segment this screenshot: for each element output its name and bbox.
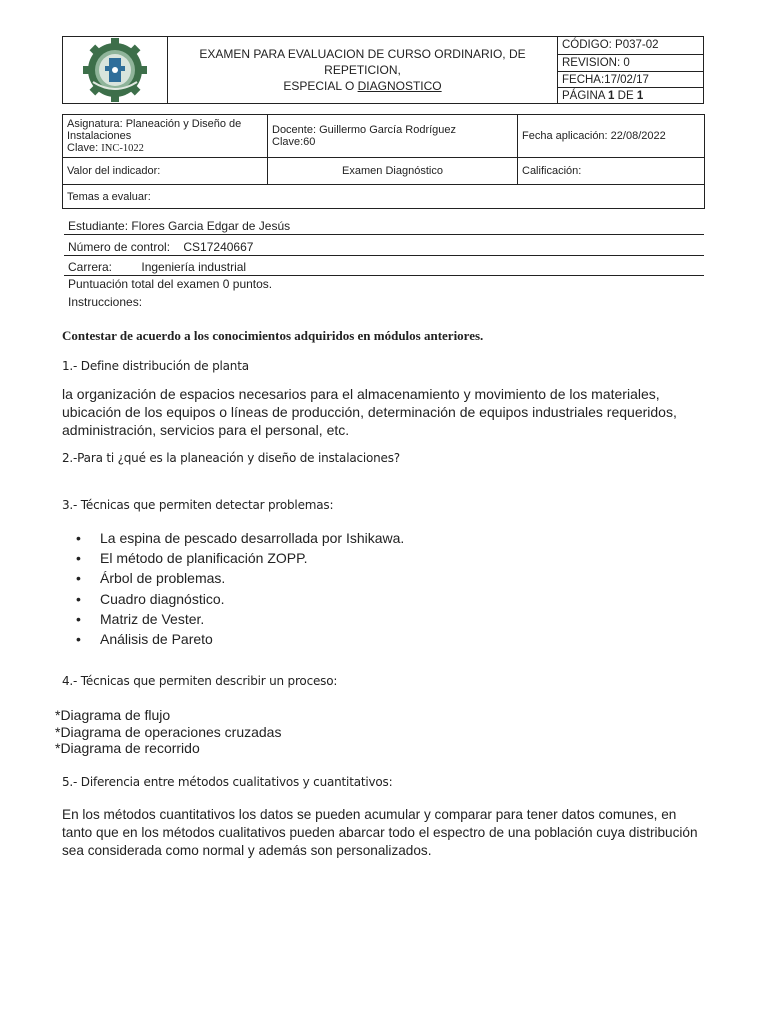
- question-4: 4.- Técnicas que permiten describir un proceso:: [62, 674, 338, 688]
- answer-5-line1: En los métodos cuantitativos los datos se pueden acumular y comparar para tener datos comunes, en: [62, 807, 677, 822]
- answer-1-line1: la organización de espacios necesarios para el almacenamiento y movimiento de los materiales,: [62, 386, 660, 402]
- fecha: FECHA:17/02/17: [558, 71, 703, 88]
- exam-title-prefix: ESPECIAL O: [283, 79, 358, 93]
- answer-1-line3: administración, servicios para el personal, etc.: [62, 422, 350, 438]
- question-1: 1.- Define distribución de planta: [62, 359, 249, 373]
- pagina-num: 1: [608, 90, 615, 103]
- exam-title-underlined: DIAGNOSTICO: [357, 79, 442, 93]
- asignatura-cell: [63, 115, 268, 158]
- list-item: *Diagrama de operaciones cruzadas: [55, 723, 282, 740]
- pagina-prefix: PÁGINA: [562, 90, 609, 103]
- list-item: • Matriz de Vester.: [76, 609, 404, 629]
- pagina-de: DE: [614, 90, 637, 103]
- question-2: 2.-Para ti ¿qué es la planeación y diseño de instalaciones?: [62, 451, 400, 465]
- course-info-table: [62, 114, 705, 209]
- answer-4-list: [55, 707, 281, 757]
- docente-cell: [268, 115, 518, 158]
- list-item: • Cuadro diagnóstico.: [76, 589, 404, 609]
- career-label: Carrera:: [68, 260, 113, 274]
- answer-3-list: [76, 528, 404, 649]
- list-item: *Diagrama de recorrido: [55, 740, 200, 756]
- clave: [67, 142, 263, 155]
- temas-evaluar: Temas a evaluar:: [63, 185, 705, 209]
- valor-indicador: Valor del indicador:: [63, 158, 268, 185]
- revision: REVISION: 0: [558, 54, 703, 71]
- control-value: CS17240667: [183, 240, 254, 254]
- pagina: [558, 87, 703, 104]
- control-number: [64, 239, 704, 256]
- clave-value: INC-1022: [101, 142, 144, 154]
- exam-title-line1: EXAMEN PARA EVALUACION DE CURSO ORDINARIO, DE REPETICION,: [199, 47, 526, 77]
- answer-5: [62, 806, 714, 860]
- list-item: • Árbol de problemas.: [76, 568, 404, 588]
- document-header: [62, 36, 704, 104]
- answer-5-line3: sea considerada como normal y además son personalizados.: [62, 843, 432, 858]
- asignatura: Asignatura: Planeación y Diseño de Instalaciones: [67, 117, 242, 142]
- docente: Docente: Guillermo García Rodríguez: [272, 124, 457, 136]
- exam-title: [168, 37, 558, 103]
- answer-1-line2: ubicación de los equipos o líneas de producción, determinación de equipos industriales requeridos,: [62, 404, 677, 420]
- exam-intro: Contestar de acuerdo a los conocimientos adquiridos en módulos anteriores.: [62, 328, 484, 343]
- control-label: Número de control:: [68, 240, 171, 254]
- career-value: Ingeniería industrial: [141, 260, 247, 274]
- document-meta: [558, 37, 703, 103]
- fecha-aplicacion: Fecha aplicación: 22/08/2022: [518, 115, 705, 158]
- career: [64, 259, 704, 276]
- pagina-total: 1: [636, 90, 644, 103]
- list-item: • La espina de pescado desarrollada por Ishikawa.: [76, 528, 404, 548]
- list-item: • El método de planificación ZOPP.: [76, 548, 404, 568]
- list-item: • Análisis de Pareto: [76, 629, 404, 649]
- question-3: 3.- Técnicas que permiten detectar problemas:: [62, 498, 334, 512]
- answer-1: [62, 385, 677, 439]
- total-score: Puntuación total del examen 0 puntos.: [68, 277, 273, 291]
- docente-clave: Clave:60: [272, 136, 316, 148]
- instructions-label: Instrucciones:: [68, 295, 143, 309]
- answer-5-line2: tanto que en los métodos cualitativos pueden abarcar todo el espectro de una población cuya distribución: [62, 825, 698, 840]
- institution-logo: [63, 37, 168, 103]
- calificacion: Calificación:: [518, 158, 705, 185]
- student-name: Estudiante: Flores Garcia Edgar de Jesús: [64, 218, 704, 235]
- examen-tipo: Examen Diagnóstico: [268, 158, 518, 185]
- list-item: *Diagrama de flujo: [55, 707, 171, 723]
- clave-label: Clave:: [67, 141, 102, 154]
- question-5: 5.- Diferencia entre métodos cualitativos y cuantitativos:: [62, 775, 393, 789]
- exam-title-line2: [283, 78, 441, 94]
- codigo: CÓDIGO: P037-02: [562, 39, 659, 51]
